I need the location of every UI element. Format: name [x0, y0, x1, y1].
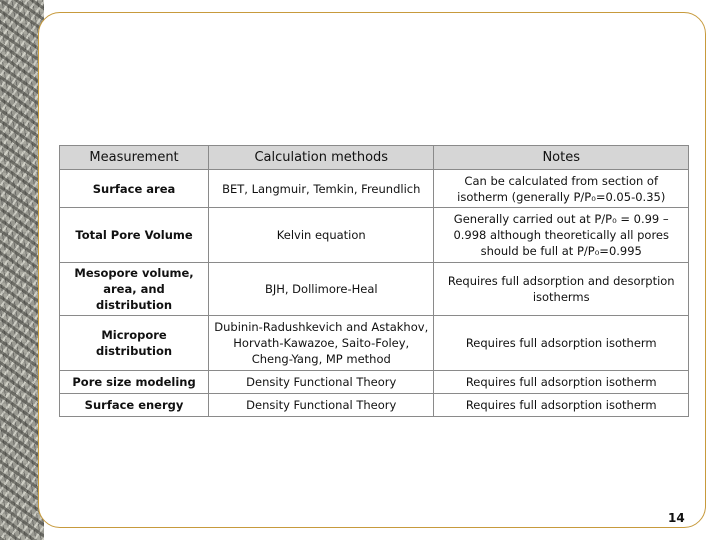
header-calculation-methods: Calculation methods [209, 146, 434, 170]
notes-cell: Requires full adsorption isotherm [434, 316, 689, 371]
header-measurement: Measurement [60, 146, 209, 170]
notes-cell: Requires full adsorption isotherm [434, 394, 689, 417]
notes-cell: Generally carried out at P/P₀ = 0.99 – 0.998 although theoretically all pores should be full at P/P₀=0.995 [434, 208, 689, 263]
measurement-cell: Total Pore Volume [60, 208, 209, 263]
page-number: 14 [668, 511, 685, 525]
measurement-cell: Pore size modeling [60, 371, 209, 394]
table-row [60, 316, 689, 371]
measurement-cell: Micropore distribution [60, 316, 209, 371]
measurement-cell: Surface area [60, 170, 209, 208]
measurement-cell: Mesopore volume, area, and distribution [60, 263, 209, 316]
table-row [60, 208, 689, 263]
methods-cell: BET, Langmuir, Temkin, Freundlich [209, 170, 434, 208]
notes-cell: Can be calculated from section of isotherm (generally P/P₀=0.05-0.35) [434, 170, 689, 208]
methods-cell: Dubinin-Radushkevich and Astakhov, Horvath-Kawazoe, Saito-Foley, Cheng-Yang, MP method [209, 316, 434, 371]
methods-cell: Density Functional Theory [209, 371, 434, 394]
methods-cell: BJH, Dollimore-Heal [209, 263, 434, 316]
methods-cell: Kelvin equation [209, 208, 434, 263]
measurement-cell: Surface energy [60, 394, 209, 417]
notes-cell: Requires full adsorption isotherm [434, 371, 689, 394]
methods-cell: Density Functional Theory [209, 394, 434, 417]
table-row [60, 170, 689, 208]
notes-cell: Requires full adsorption and desorption isotherms [434, 263, 689, 316]
table-header-row [60, 146, 689, 170]
table-row [60, 263, 689, 316]
table-row [60, 394, 689, 417]
table-row [60, 371, 689, 394]
measurement-methods-table [59, 145, 689, 417]
header-notes: Notes [434, 146, 689, 170]
